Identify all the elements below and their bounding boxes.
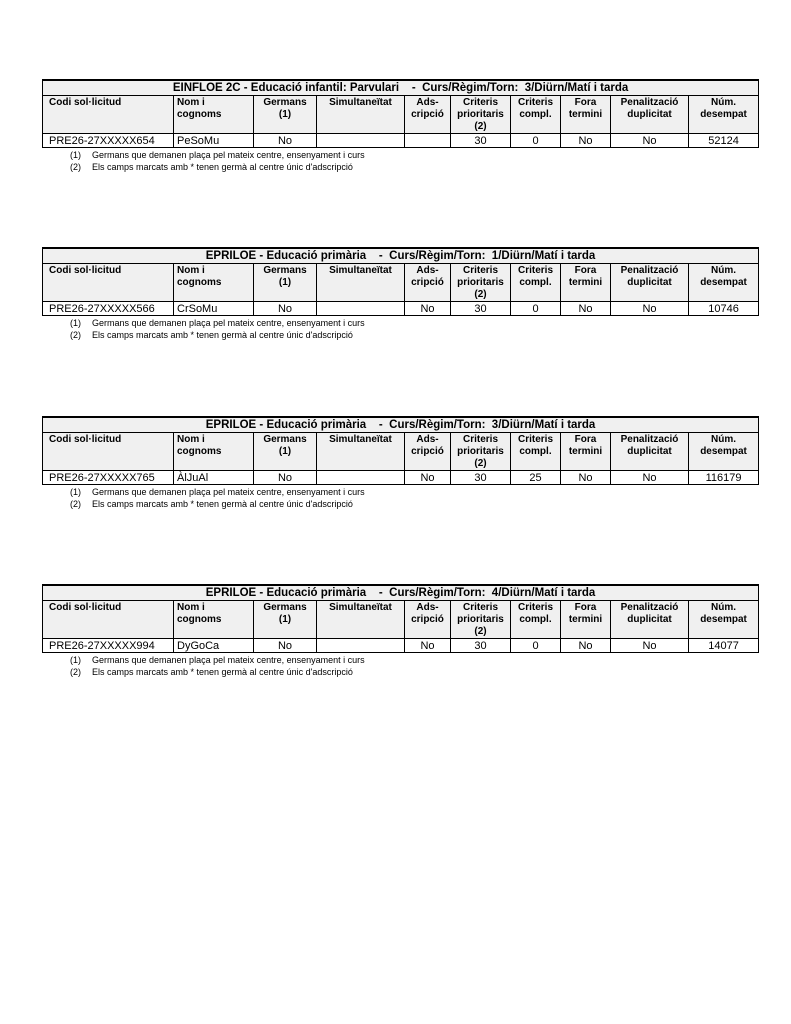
column-header-line: cognoms	[177, 277, 222, 288]
allocation-table	[42, 584, 759, 653]
allocation-block	[42, 584, 758, 678]
cell-germans: No	[254, 471, 317, 485]
column-header-line: cognoms	[177, 614, 222, 625]
column-header-num	[689, 264, 759, 302]
column-header-line: Penalització	[620, 265, 679, 276]
column-header-line: Criteris	[462, 434, 498, 445]
cell-germans: No	[254, 302, 317, 316]
column-header-simult	[317, 601, 405, 639]
footnote-text: Germans que demanen plaça pel mateix centre, ensenyament i curs	[92, 150, 365, 160]
column-header-num	[689, 433, 759, 471]
column-header-line: Codi sol·licitud	[49, 602, 122, 613]
cell-fora: No	[561, 471, 611, 485]
cell-ads: No	[405, 302, 451, 316]
column-header-line: Nom i	[177, 602, 205, 613]
column-header-crit-prior	[451, 264, 511, 302]
cell-fora: No	[561, 134, 611, 148]
allocation-block	[42, 416, 758, 510]
column-header-crit-prior	[451, 601, 511, 639]
column-header-line: compl.	[519, 277, 552, 288]
cell-crit-prior: 30	[451, 302, 511, 316]
cell-simult	[317, 134, 405, 148]
column-header-germans	[254, 433, 317, 471]
footnote	[70, 161, 758, 173]
block-title: EPRILOE - Educació primària - Curs/Règim/Torn: 1/Diürn/Matí i tarda	[43, 248, 759, 264]
column-header-crit-prior	[451, 96, 511, 134]
cell-codi: PRE26-27XXXXX765	[43, 471, 174, 485]
column-header-line: duplicitat	[627, 614, 672, 625]
column-header-crit-compl	[511, 96, 561, 134]
column-header-crit-compl	[511, 601, 561, 639]
column-header-line: Germans	[263, 602, 307, 613]
cell-crit-prior: 30	[451, 134, 511, 148]
footnotes	[42, 317, 758, 341]
column-header-simult	[317, 433, 405, 471]
column-header-line: (1)	[278, 277, 292, 288]
column-header-line: Codi sol·licitud	[49, 265, 122, 276]
cell-ads	[405, 134, 451, 148]
column-header-line: Nom i	[177, 434, 205, 445]
footnotes	[42, 486, 758, 510]
footnote	[70, 329, 758, 341]
column-header-codi	[43, 601, 174, 639]
column-header-line: compl.	[519, 614, 552, 625]
column-header-codi	[43, 96, 174, 134]
footnote-text: Els camps marcats amb * tenen germà al centre únic d'adscripció	[92, 162, 353, 172]
column-header-line: Criteris	[462, 97, 498, 108]
column-header-line: (2)	[474, 458, 487, 469]
allocation-block	[42, 247, 758, 341]
column-header-line: desempat	[700, 109, 747, 120]
cell-crit-compl: 0	[511, 302, 561, 316]
column-header-simult	[317, 96, 405, 134]
column-header-line: compl.	[519, 109, 552, 120]
footnotes	[42, 149, 758, 173]
column-header-ads	[405, 601, 451, 639]
column-header-crit-compl	[511, 264, 561, 302]
cell-penal: No	[611, 639, 689, 653]
column-header-germans	[254, 601, 317, 639]
cell-num: 116179	[689, 471, 759, 485]
column-header-line: Penalització	[620, 602, 679, 613]
block-title: EINFLOE 2C - Educació infantil: Parvulari - Curs/Règim/Torn: 3/Diürn/Matí i tarda	[43, 80, 759, 96]
footnote-number: (1)	[70, 318, 81, 328]
column-header-line: compl.	[519, 446, 552, 457]
cell-simult	[317, 639, 405, 653]
allocation-table	[42, 79, 759, 148]
column-header-line: cognoms	[177, 446, 222, 457]
cell-crit-compl: 25	[511, 471, 561, 485]
cell-nom: PeSoMu	[174, 134, 254, 148]
allocation-table	[42, 416, 759, 485]
table-row	[43, 302, 759, 316]
footnote-text: Germans que demanen plaça pel mateix centre, ensenyament i curs	[92, 487, 365, 497]
column-header-line: prioritaris	[457, 277, 504, 288]
column-header-num	[689, 96, 759, 134]
footnote-number: (1)	[70, 150, 81, 160]
column-header-line: (1)	[278, 614, 292, 625]
column-header-crit-compl	[511, 433, 561, 471]
column-header-line: Fora	[574, 602, 597, 613]
column-header-germans	[254, 264, 317, 302]
cell-nom: DyGoCa	[174, 639, 254, 653]
column-header-line: Criteris	[517, 602, 553, 613]
cell-fora: No	[561, 302, 611, 316]
column-header-line: duplicitat	[627, 277, 672, 288]
column-header-line: Nom i	[177, 265, 205, 276]
column-header-germans	[254, 96, 317, 134]
allocation-table	[42, 247, 759, 316]
footnote-number: (2)	[70, 499, 81, 509]
footnote-number: (2)	[70, 667, 81, 677]
column-header-line: (1)	[278, 109, 292, 120]
column-header-line: Fora	[574, 434, 597, 445]
footnote-number: (1)	[70, 655, 81, 665]
column-header-line: Ads-	[416, 265, 439, 276]
column-header-line: cripció	[411, 277, 444, 288]
column-header-line: Codi sol·licitud	[49, 434, 122, 445]
column-header-penal	[611, 433, 689, 471]
column-header-line: Criteris	[462, 602, 498, 613]
column-header-line: Criteris	[517, 97, 553, 108]
footnote	[70, 486, 758, 498]
column-header-penal	[611, 264, 689, 302]
column-header-line: Germans	[263, 434, 307, 445]
cell-penal: No	[611, 134, 689, 148]
footnote	[70, 149, 758, 161]
block-title: EPRILOE - Educació primària - Curs/Règim/Torn: 3/Diürn/Matí i tarda	[43, 417, 759, 433]
footnote-text: Els camps marcats amb * tenen germà al centre únic d'adscripció	[92, 330, 353, 340]
footnote-text: Els camps marcats amb * tenen germà al centre únic d'adscripció	[92, 667, 353, 677]
column-header-line: desempat	[700, 614, 747, 625]
column-header-line: prioritaris	[457, 614, 504, 625]
footnote	[70, 498, 758, 510]
cell-num: 52124	[689, 134, 759, 148]
column-header-line: Codi sol·licitud	[49, 97, 122, 108]
column-header-line: prioritaris	[457, 446, 504, 457]
column-header-penal	[611, 96, 689, 134]
column-header-line: termini	[568, 277, 603, 288]
column-header-line: Núm.	[711, 97, 737, 108]
footnote	[70, 317, 758, 329]
table-row	[43, 134, 759, 148]
column-header-line: Núm.	[711, 602, 737, 613]
column-header-line: duplicitat	[627, 109, 672, 120]
footnotes	[42, 654, 758, 678]
column-header-line: cognoms	[177, 109, 222, 120]
cell-fora: No	[561, 639, 611, 653]
column-header-codi	[43, 433, 174, 471]
column-header-line: Simultaneïtat	[329, 97, 392, 108]
cell-crit-compl: 0	[511, 134, 561, 148]
footnote-number: (2)	[70, 330, 81, 340]
column-header-line: cripció	[411, 614, 444, 625]
column-header-line: termini	[568, 446, 603, 457]
cell-codi: PRE26-27XXXXX994	[43, 639, 174, 653]
column-header-line: desempat	[700, 446, 747, 457]
cell-crit-compl: 0	[511, 639, 561, 653]
column-header-line: Criteris	[517, 265, 553, 276]
column-header-line: Penalització	[620, 434, 679, 445]
column-header-fora	[561, 601, 611, 639]
cell-crit-prior: 30	[451, 639, 511, 653]
column-header-codi	[43, 264, 174, 302]
column-header-simult	[317, 264, 405, 302]
column-header-line: Simultaneïtat	[329, 265, 392, 276]
column-header-line: (2)	[474, 289, 487, 300]
footnote-number: (1)	[70, 487, 81, 497]
table-row	[43, 639, 759, 653]
cell-germans: No	[254, 639, 317, 653]
column-header-crit-prior	[451, 433, 511, 471]
cell-ads: No	[405, 639, 451, 653]
column-header-nom	[174, 264, 254, 302]
cell-ads: No	[405, 471, 451, 485]
column-header-nom	[174, 433, 254, 471]
cell-nom: ÀlJuAl	[174, 471, 254, 485]
cell-germans: No	[254, 134, 317, 148]
column-header-fora	[561, 264, 611, 302]
column-header-line: Simultaneïtat	[329, 602, 392, 613]
column-header-line: (2)	[474, 626, 487, 637]
column-header-line: Ads-	[416, 434, 439, 445]
column-header-ads	[405, 264, 451, 302]
column-header-line: Simultaneïtat	[329, 434, 392, 445]
footnote	[70, 666, 758, 678]
column-header-line: Ads-	[416, 97, 439, 108]
column-header-line: Fora	[574, 265, 597, 276]
column-header-line: Fora	[574, 97, 597, 108]
column-header-fora	[561, 433, 611, 471]
allocation-block	[42, 79, 758, 173]
cell-penal: No	[611, 471, 689, 485]
column-header-line: Germans	[263, 265, 307, 276]
footnote-text: Els camps marcats amb * tenen germà al centre únic d'adscripció	[92, 499, 353, 509]
column-header-line: Penalització	[620, 97, 679, 108]
cell-simult	[317, 471, 405, 485]
footnote-text: Germans que demanen plaça pel mateix centre, ensenyament i curs	[92, 318, 365, 328]
cell-num: 14077	[689, 639, 759, 653]
column-header-line: cripció	[411, 109, 444, 120]
column-header-penal	[611, 601, 689, 639]
footnote-text: Germans que demanen plaça pel mateix centre, ensenyament i curs	[92, 655, 365, 665]
column-header-line: termini	[568, 109, 603, 120]
footnote	[70, 654, 758, 666]
cell-num: 10746	[689, 302, 759, 316]
cell-codi: PRE26-27XXXXX566	[43, 302, 174, 316]
block-title: EPRILOE - Educació primària - Curs/Règim/Torn: 4/Diürn/Matí i tarda	[43, 585, 759, 601]
cell-crit-prior: 30	[451, 471, 511, 485]
column-header-ads	[405, 96, 451, 134]
column-header-ads	[405, 433, 451, 471]
column-header-line: prioritaris	[457, 109, 504, 120]
column-header-fora	[561, 96, 611, 134]
cell-simult	[317, 302, 405, 316]
cell-codi: PRE26-27XXXXX654	[43, 134, 174, 148]
cell-nom: CrSoMu	[174, 302, 254, 316]
column-header-line: Germans	[263, 97, 307, 108]
column-header-line: Nom i	[177, 97, 205, 108]
column-header-line: termini	[568, 614, 603, 625]
column-header-line: Núm.	[711, 265, 737, 276]
footnote-number: (2)	[70, 162, 81, 172]
column-header-line: (1)	[278, 446, 292, 457]
column-header-line: duplicitat	[627, 446, 672, 457]
table-row	[43, 471, 759, 485]
column-header-line: Criteris	[462, 265, 498, 276]
column-header-num	[689, 601, 759, 639]
column-header-nom	[174, 96, 254, 134]
cell-penal: No	[611, 302, 689, 316]
column-header-line: cripció	[411, 446, 444, 457]
column-header-line: (2)	[474, 121, 487, 132]
column-header-nom	[174, 601, 254, 639]
column-header-line: desempat	[700, 277, 747, 288]
column-header-line: Núm.	[711, 434, 737, 445]
column-header-line: Criteris	[517, 434, 553, 445]
column-header-line: Ads-	[416, 602, 439, 613]
